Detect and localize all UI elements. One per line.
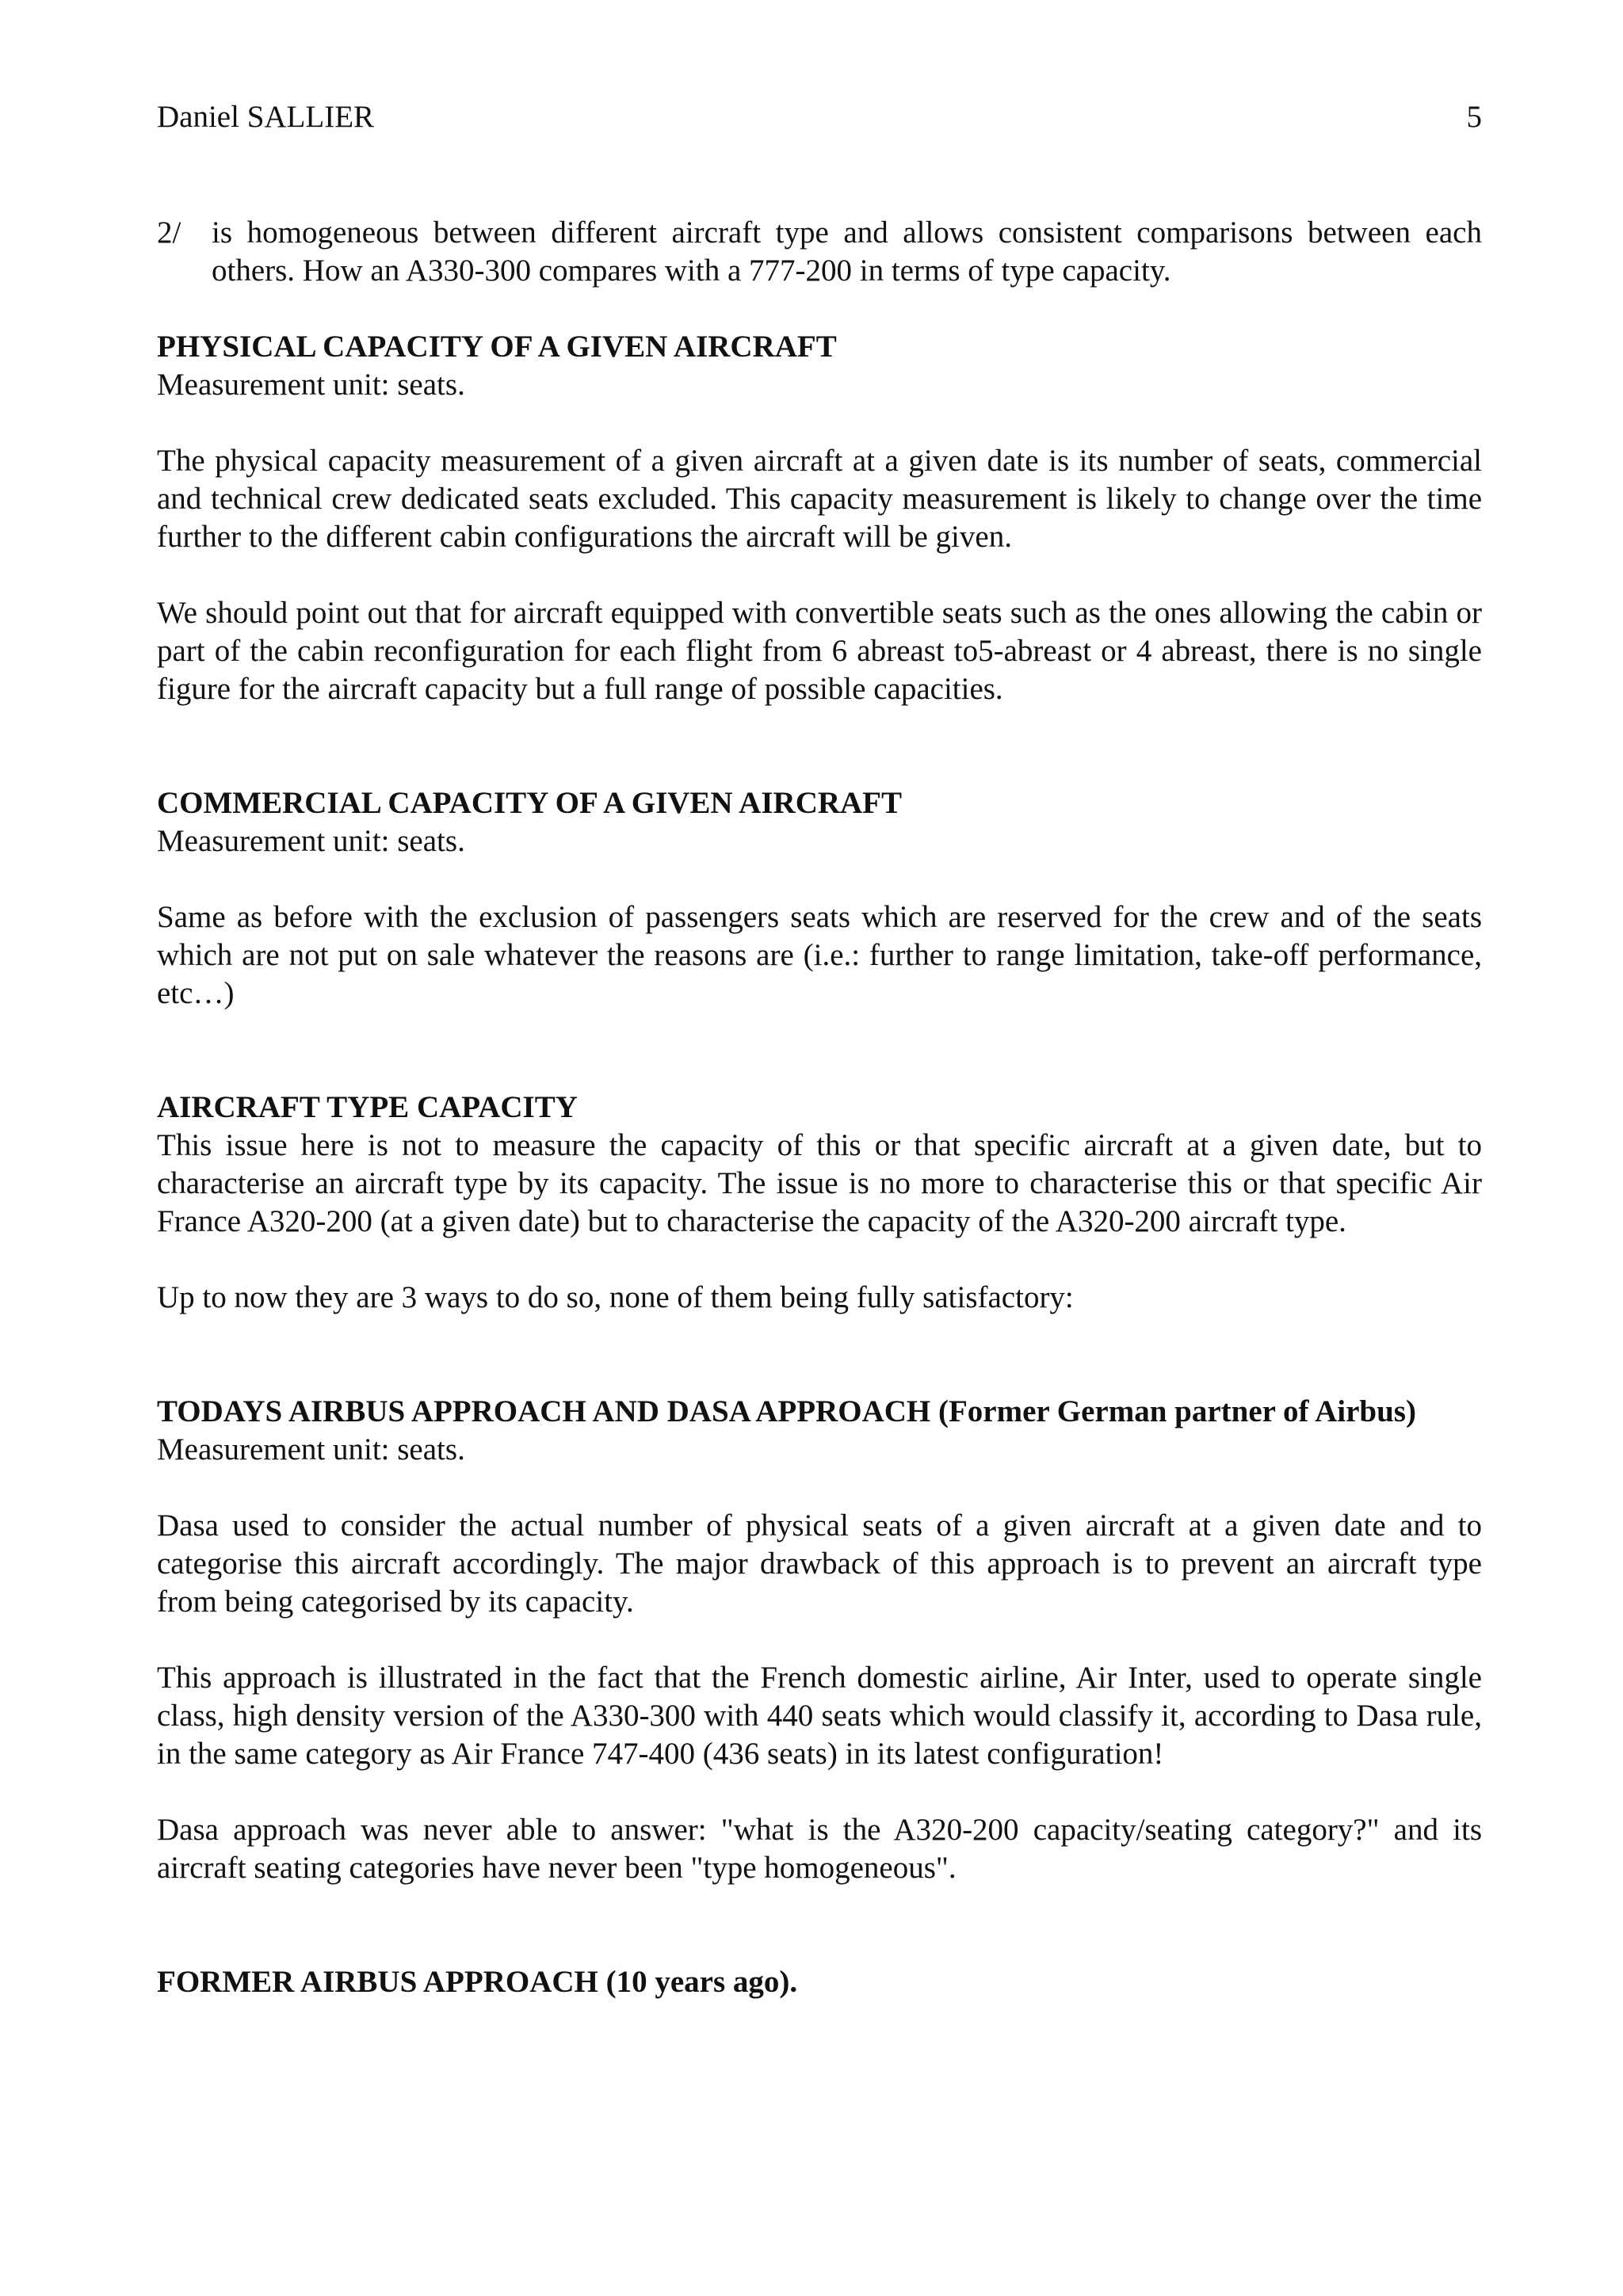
header-author: Daniel SALLIER (157, 100, 375, 134)
measurement-unit: Measurement unit: seats. (157, 1432, 465, 1466)
paragraph: This issue here is not to measure the capacity of this or that specific aircraft at a given date, but to characterise an aircraft type by its capacity. The issue is no more to characterise this or that specific Air France A320-200 (at a given date) but to characterise the capacity of the A320-200 aircraft type. (157, 1128, 1482, 1238)
paragraph: Dasa approach was never able to answer: "what is the A320-200 capacity/seating category?" and its aircraft seating categories have never been "type homogeneous". (157, 1813, 1482, 1885)
paragraph: We should point out that for aircraft equipped with convertible seats such as the ones allowing the cabin or part of the cabin reconfiguration for each flight from 6 abreast to5-abreast or 4 abreast, there is no single figure for the aircraft capacity but a full range of possible capacities. (157, 596, 1482, 706)
page-number: 5 (1466, 100, 1482, 134)
section-heading-type-capacity: AIRCRAFT TYPE CAPACITY (157, 1090, 578, 1124)
page-body (157, 214, 1482, 2001)
item-text: is homogeneous between different aircraft type and allows consistent comparisons between each others. How an A330-300 compares with a 777-200 in terms of type capacity. (212, 215, 1482, 288)
section-heading-former-approach: FORMER AIRBUS APPROACH (10 years ago). (157, 1965, 798, 1999)
section-heading-commercial: COMMERCIAL CAPACITY OF A GIVEN AIRCRAFT (157, 786, 903, 820)
numbered-item-2 (157, 214, 1482, 290)
paragraph: Same as before with the exclusion of passengers seats which are reserved for the crew and of the seats which are not put on sale whatever the reasons are (i.e.: further to range limitation, take-off performance, etc…) (157, 900, 1482, 1010)
paragraph: This approach is illustrated in the fact that the French domestic airline, Air Inter, used to operate single class, high density version of the A330-300 with 440 seats which would classify it, according to Dasa rule, in the same category as Air France 747-400 (436 seats) in its latest configuration! (157, 1661, 1482, 1771)
paragraph: Dasa used to consider the actual number of physical seats of a given aircraft at a given date and to categorise this aircraft accordingly. The major drawback of this approach is to prevent an aircraft type from being categorised by its capacity. (157, 1508, 1482, 1619)
section-heading-physical: PHYSICAL CAPACITY OF A GIVEN AIRCRAFT (157, 330, 837, 364)
paragraph: Up to now they are 3 ways to do so, none of them being fully satisfactory: (157, 1280, 1074, 1314)
measurement-unit: Measurement unit: seats. (157, 824, 465, 858)
item-number: 2/ (157, 215, 181, 250)
paragraph: The physical capacity measurement of a given aircraft at a given date is its number of seats, commercial and technical crew dedicated seats excluded. This capacity measurement is likely to change over the time further to the different cabin configurations the aircraft will be given. (157, 444, 1482, 554)
section-heading-todays-approach: TODAYS AIRBUS APPROACH AND DASA APPROACH (Former German partner of Airbus) (157, 1394, 1416, 1428)
measurement-unit: Measurement unit: seats. (157, 368, 465, 402)
